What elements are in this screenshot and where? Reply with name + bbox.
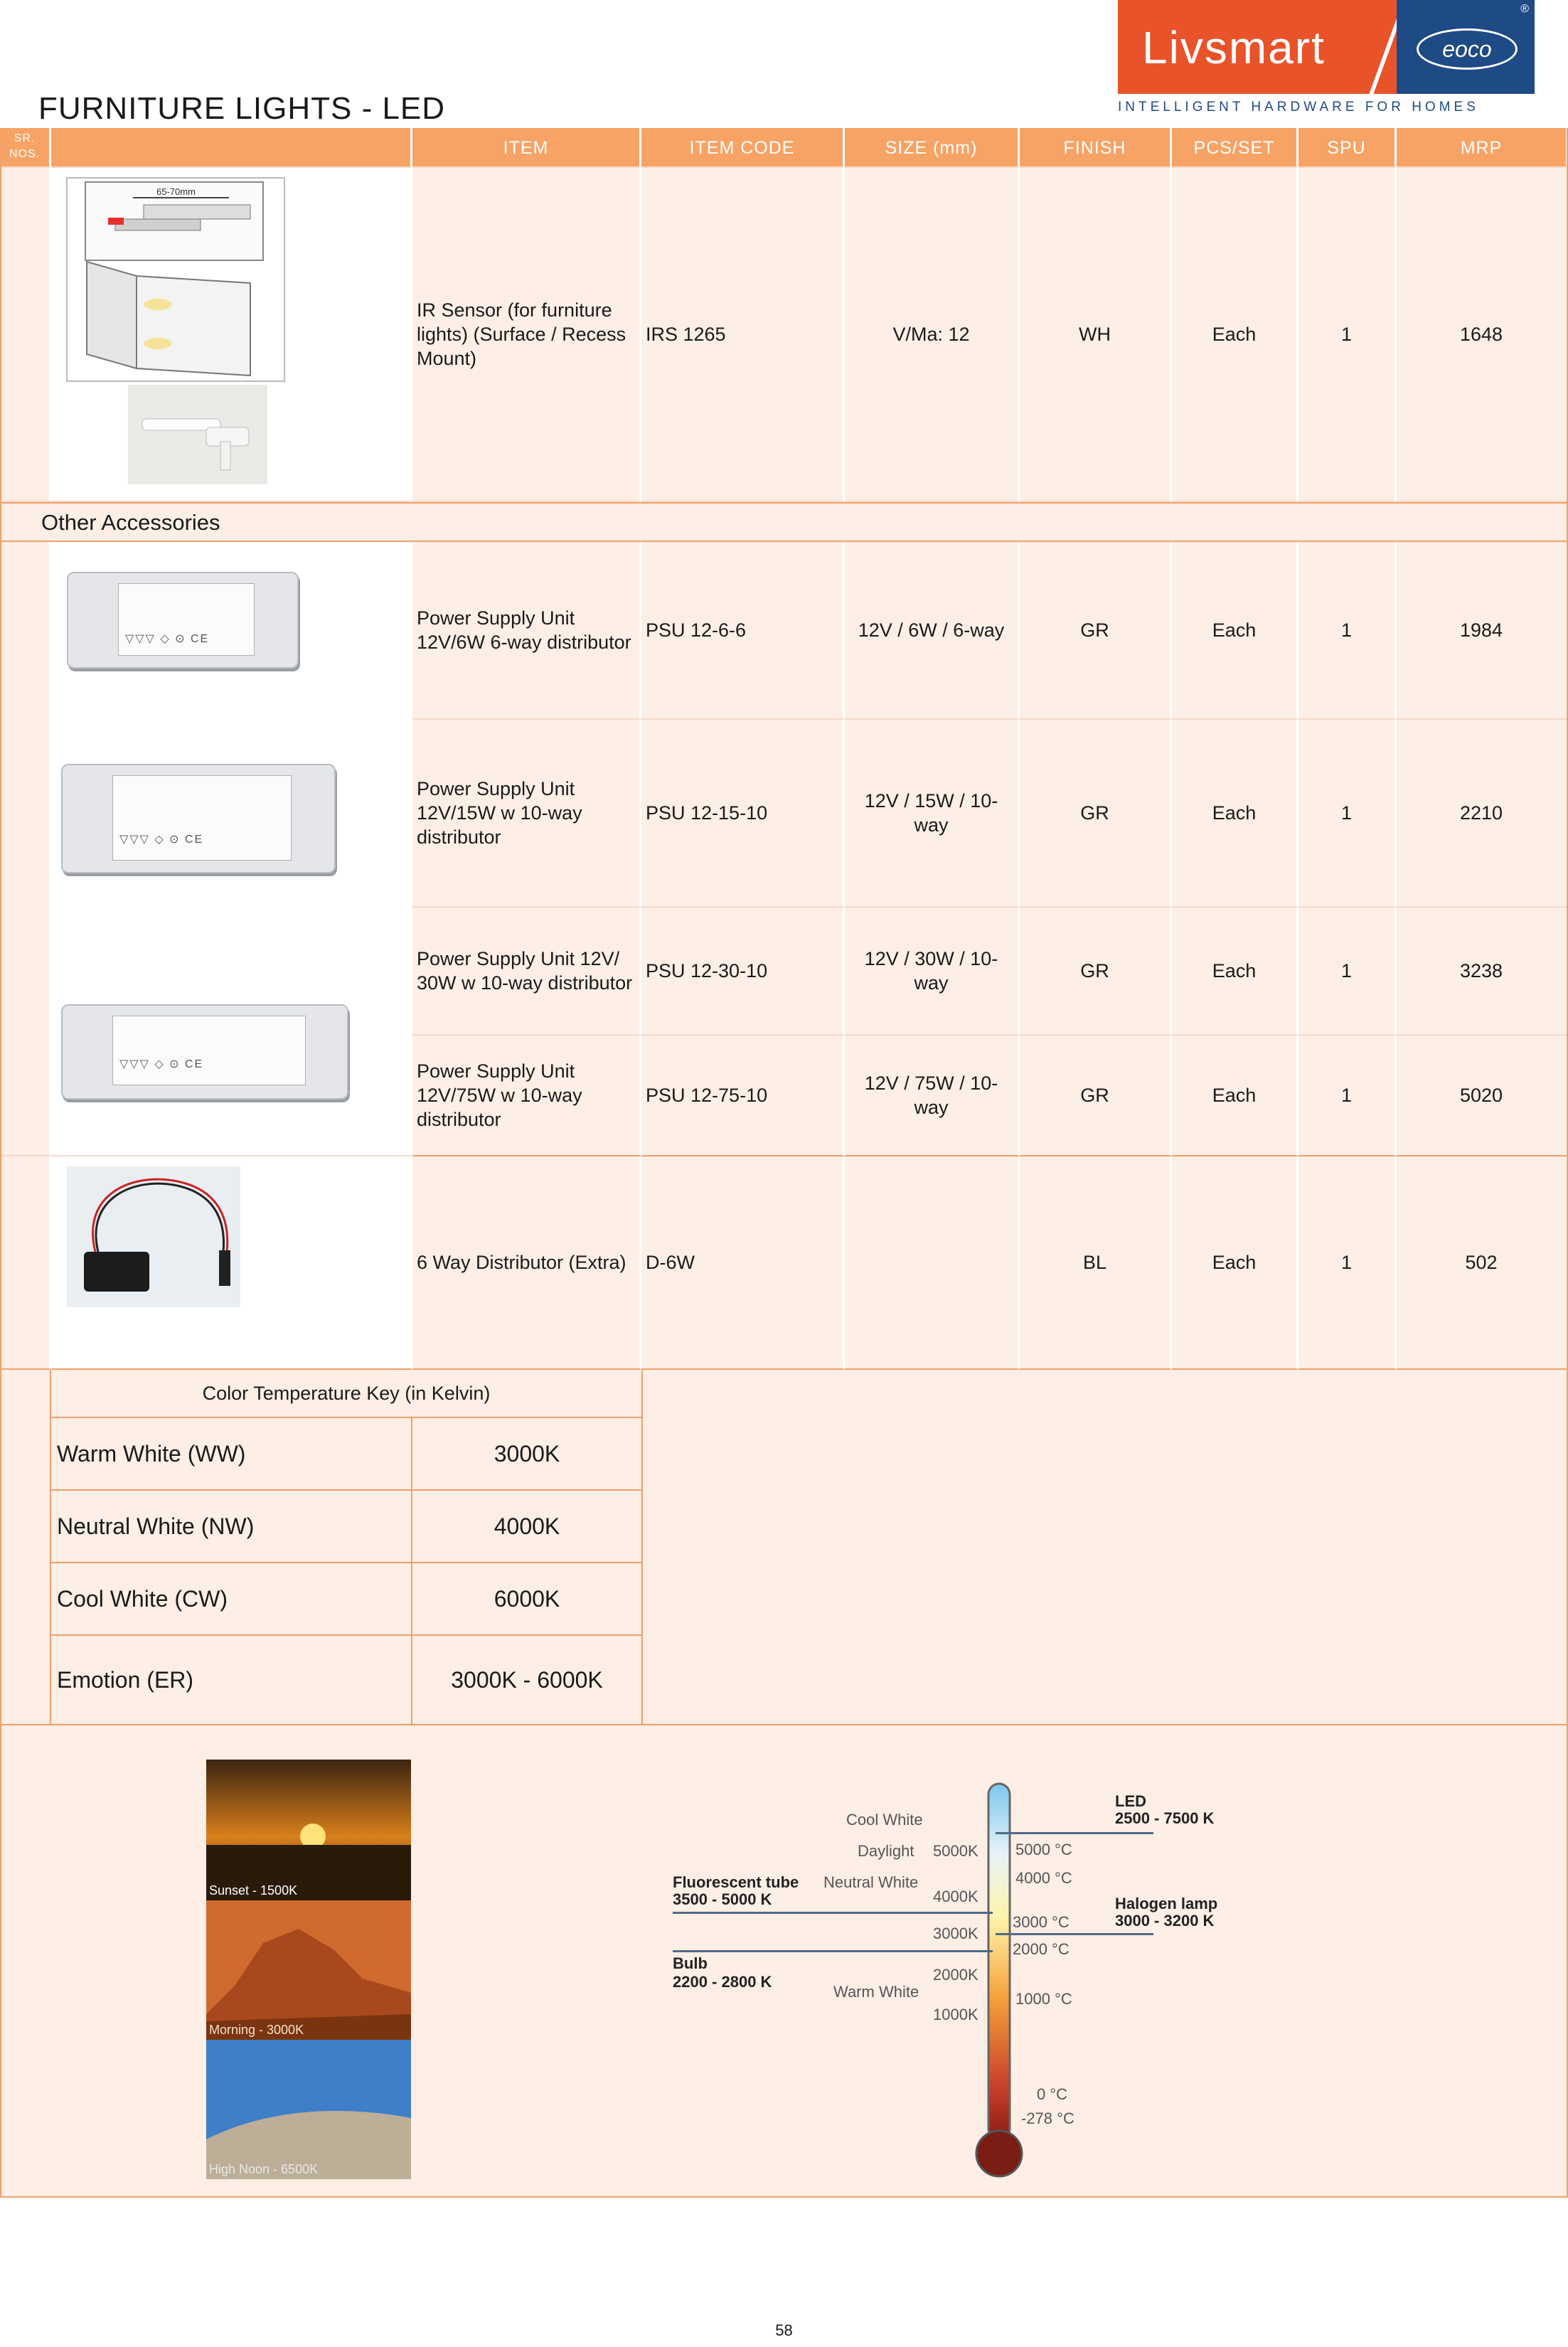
brand-tagline: INTELLIGENT HARDWARE FOR HOMES (1118, 100, 1479, 115)
label-daylight: Daylight (858, 1842, 914, 1860)
item-code: PSU 12-15-10 (641, 720, 845, 908)
item-spu: 1 (1298, 1156, 1397, 1370)
color-key-title: Color Temperature Key (in Kelvin) (51, 1370, 643, 1418)
distributor-photo (67, 1166, 240, 1307)
col-header-size: SIZE (mm) (845, 128, 1020, 168)
image-cell-psu (51, 542, 412, 1156)
col-header-sr: SR. NOS. (0, 128, 51, 168)
diagram-dimension: 65-70mm (156, 186, 196, 197)
label-0c: 0 °C (1037, 2085, 1068, 2103)
item-pcs: Each (1172, 168, 1298, 502)
psu-6w-image: ▽▽▽ ◇ ⊙ CE (67, 572, 299, 669)
color-key-value: 6000K (412, 1563, 643, 1636)
color-key-value: 4000K (412, 1491, 643, 1563)
item-spu: 1 (1298, 908, 1397, 1036)
registered-mark: ® (1520, 3, 1529, 15)
item-pcs: Each (1172, 908, 1298, 1036)
page-number: 58 (775, 2321, 793, 2339)
item-finish: WH (1020, 168, 1172, 502)
label-minus-278c: -278 °C (1021, 2109, 1074, 2127)
section-other-accessories: Other Accessories (0, 502, 1568, 542)
color-key-name: Cool White (CW) (51, 1563, 412, 1636)
source-led-range: 2500 - 7500 K (1115, 1809, 1215, 1827)
noon-caption: High Noon - 6500K (209, 2162, 319, 2176)
item-finish: GR (1020, 720, 1172, 908)
ir-sensor-photo (128, 385, 267, 484)
arrow-fluorescent (673, 1912, 993, 1914)
item-mrp: 3238 (1397, 908, 1568, 1036)
item-code: PSU 12-75-10 (641, 1036, 845, 1156)
col-header-pcs: PCS/SET (1172, 128, 1298, 168)
label-neutral-white: Neutral White (823, 1873, 919, 1891)
label-warm-white: Warm White (833, 1983, 919, 2001)
item-code: IRS 1265 (641, 168, 845, 502)
item-name: Power Supply Unit 12V/75W w 10-way distributor (412, 1036, 641, 1156)
source-halogen: Halogen lamp (1115, 1895, 1218, 1912)
color-key-name: Emotion (ER) (51, 1636, 412, 1725)
psu-30w-75w-image: ▽▽▽ ◇ ⊙ CE (61, 1004, 348, 1100)
item-name: Power Supply Unit 12V/15W w 10-way distributor (412, 720, 641, 908)
item-size: 12V / 75W / 10-way (845, 1036, 1020, 1156)
item-name: Power Supply Unit 12V/ 30W w 10-way distributor (412, 908, 641, 1036)
sunset-photo (206, 1760, 411, 1900)
color-key-blank (643, 1370, 1568, 1725)
item-finish: GR (1020, 908, 1172, 1036)
color-key-name: Neutral White (NW) (51, 1491, 412, 1563)
color-key-name: Warm White (WW) (51, 1418, 412, 1491)
morning-caption: Morning - 3000K (209, 2023, 304, 2037)
item-mrp: 502 (1397, 1156, 1568, 1370)
source-led: LED (1115, 1792, 1146, 1810)
item-mrp: 1984 (1397, 542, 1568, 720)
item-spu: 1 (1298, 168, 1397, 502)
item-spu: 1 (1298, 720, 1397, 908)
source-fluorescent: Fluorescent tube (673, 1873, 799, 1891)
item-size: V/Ma: 12 (845, 168, 1020, 502)
label-1000k: 1000K (933, 2006, 978, 2023)
sr-cell (0, 542, 51, 1156)
item-size (845, 1156, 1020, 1370)
item-mrp: 2210 (1397, 720, 1568, 908)
label-5000c: 5000 °C (1015, 1841, 1072, 1858)
arrow-bulb (673, 1950, 993, 1952)
source-bulb-range: 2200 - 2800 K (673, 1973, 772, 1991)
item-pcs: Each (1172, 542, 1298, 720)
col-header-image (51, 128, 412, 168)
label-3000k: 3000K (933, 1925, 978, 1942)
item-pcs: Each (1172, 1036, 1298, 1156)
label-2000k: 2000K (933, 1966, 978, 1984)
sr-cell (0, 168, 51, 502)
noon-photo (206, 2040, 411, 2179)
item-pcs: Each (1172, 720, 1298, 908)
col-header-mrp: MRP (1397, 128, 1568, 168)
col-header-spu: SPU (1298, 128, 1397, 168)
image-cell-ir-sensor (51, 168, 412, 502)
item-finish: GR (1020, 542, 1172, 720)
label-5000k: 5000K (933, 1842, 978, 1860)
item-name: Power Supply Unit 12V/6W 6-way distributor (412, 542, 641, 720)
item-mrp: 5020 (1397, 1036, 1568, 1156)
item-finish: GR (1020, 1036, 1172, 1156)
partner-logo (1397, 0, 1535, 94)
label-4000c: 4000 °C (1015, 1869, 1072, 1887)
arrow-led (996, 1832, 1153, 1834)
label-cool-white: Cool White (846, 1811, 923, 1829)
col-header-item: ITEM (412, 128, 641, 168)
item-finish: BL (1020, 1156, 1172, 1370)
item-size: 12V / 6W / 6-way (845, 542, 1020, 720)
brand-name: Livsmart (1142, 22, 1326, 73)
item-pcs: Each (1172, 1156, 1298, 1370)
item-name: 6 Way Distributor (Extra) (412, 1156, 641, 1370)
label-1000c: 1000 °C (1015, 1990, 1072, 2008)
sunset-caption: Sunset - 1500K (209, 1883, 298, 1898)
item-spu: 1 (1298, 1036, 1397, 1156)
item-size: 12V / 15W / 10-way (845, 720, 1020, 908)
label-3000c: 3000 °C (1013, 1913, 1070, 1931)
color-key-value: 3000K (412, 1418, 643, 1491)
item-spu: 1 (1298, 542, 1397, 720)
item-mrp: 1648 (1397, 168, 1568, 502)
item-code: PSU 12-30-10 (641, 908, 845, 1036)
source-bulb: Bulb (673, 1954, 708, 1972)
col-header-code: ITEM CODE (641, 128, 845, 168)
source-fluorescent-range: 3500 - 5000 K (673, 1890, 772, 1908)
arrow-halogen (996, 1933, 1153, 1935)
ir-sensor-diagram (65, 176, 286, 383)
brand-logo (1118, 0, 1535, 94)
photo-strip (206, 1760, 411, 2179)
source-halogen-range: 3000 - 3200 K (1115, 1912, 1215, 1930)
label-2000c: 2000 °C (1013, 1940, 1070, 1958)
page-title: FURNITURE LIGHTS - LED (38, 91, 446, 126)
item-code: D-6W (641, 1156, 845, 1370)
label-4000k: 4000K (933, 1888, 978, 1905)
sr-cell (0, 1370, 51, 1725)
partner-name: eoco (1417, 28, 1518, 70)
item-size: 12V / 30W / 10-way (845, 908, 1020, 1036)
col-header-finish: FINISH (1020, 128, 1172, 168)
color-temperature-diagram (640, 1778, 1280, 2205)
image-cell-distributor (51, 1156, 412, 1370)
item-name: IR Sensor (for furniture lights) (Surface / Recess Mount) (412, 168, 641, 502)
psu-15w-image: ▽▽▽ ◇ ⊙ CE (61, 764, 336, 873)
morning-photo (206, 1900, 411, 2040)
color-key-value: 3000K - 6000K (412, 1636, 643, 1725)
sr-cell (0, 1156, 51, 1370)
item-code: PSU 12-6-6 (641, 542, 845, 720)
